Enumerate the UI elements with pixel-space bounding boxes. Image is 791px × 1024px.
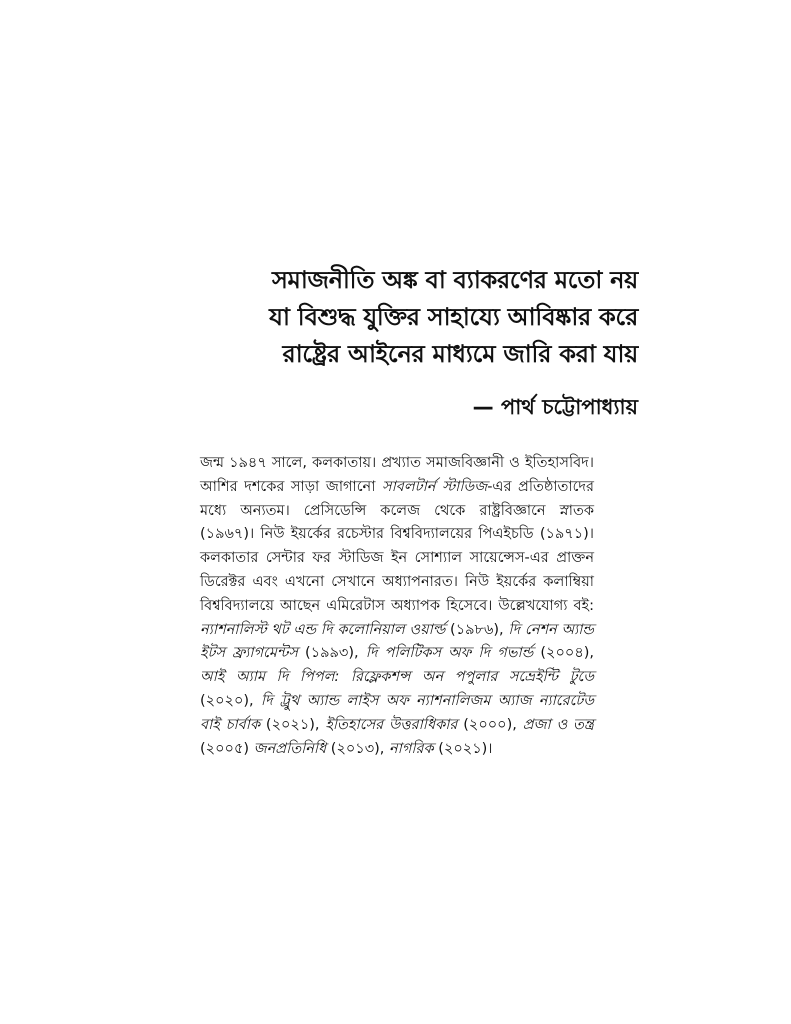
book-title: দি নেশন অ্যান্ড ইটস ফ্র্যাগমেন্টস	[200, 621, 595, 662]
bio-text: (২০২১)।	[433, 740, 493, 757]
bio-text: জন্ম ১৯৪৭ সালে, কলকাতায়। প্রখ্যাত সমাজবিজ্ঞানী ও ইতিহাসবিদ। আশির দশকের সাড়া জাগানো	[200, 455, 594, 495]
bio-text: (২০১৩),	[326, 740, 390, 757]
book-title: দি পলিটিকস অফ দি গভার্ন্ড	[365, 645, 534, 662]
author-bio	[200, 452, 594, 761]
bio-text: (১৯৮৬),	[445, 621, 509, 638]
bio-text: (১৯৯৩),	[297, 645, 366, 662]
book-title: নাগরিক	[389, 740, 434, 757]
bio-text: (২০০০),	[457, 716, 523, 733]
epigraph-line-3: রাষ্ট্রের আইনের মাধ্যমে জারি করা যায়	[282, 340, 638, 368]
epigraph-line-2: যা বিশুদ্ধ যুক্তির সাহায্যে আবিষ্কার করে	[269, 303, 638, 331]
book-title: প্রজা ও তন্ত্র	[522, 716, 594, 733]
bio-text: (২০০৪),	[533, 645, 594, 662]
book-title: দি ট্রুথ অ্যান্ড লাইস অফ ন্যাশনালিজম অ্যাজ ন্যারেটেড বাই চার্বাক	[200, 692, 594, 733]
bio-text: -এর প্রতিষ্ঠাতাদের মধ্যে অন্যতম। প্রেসিডেন্সি কলেজ থেকে রাষ্ট্রবিজ্ঞানে স্নাতক (১৯৬৭)। নিউ ইয়র্কের রচেস্টার বিশ্ববিদ্যালয়ের পিএইচডি (১৯৭১)। কলকাতার সেন্টার ফর স্টাডিজ ইন সোশ্যাল সায়েন্সেস-এর প্রাক্তন ডিরেক্টর এবং এখনো সেখানে অধ্যাপনারত। নিউ ইয়র্কের কলাম্বিয়া বিশ্ববিদ্যালয়ে আছেন এমিরেটাস অধ্যাপক হিসেবে। উল্লেখযোগ্য বই:	[200, 478, 595, 614]
book-title: ন্যাশনালিস্ট থট এন্ড দি কলোনিয়াল ওয়ার্ল্ড	[200, 621, 446, 638]
bio-text: (২০২০),	[200, 692, 261, 709]
book-title: ইতিহাসের উত্তরাধিকার	[325, 716, 458, 733]
book-title: জনপ্রতিনিধি	[253, 740, 327, 757]
epigraph-attribution: — পার্থ চট্টোপাধ্যায়	[472, 395, 638, 419]
book-title: আই অ্যাম দি পিপল: রিফ্লেকশন্স অন পপুলার সভ্রেইন্টি টুডে	[200, 669, 594, 686]
epigraph	[240, 262, 638, 373]
bio-paragraph	[200, 452, 594, 761]
book-title: সাবলটার্ন স্টাডিজ	[382, 478, 488, 495]
bio-text: (২০২১),	[260, 716, 326, 733]
bio-text: (২০০৫)	[200, 740, 254, 757]
epigraph-line-1: সমাজনীতি অঙ্ক বা ব্যাকরণের মতো নয়	[272, 266, 638, 294]
